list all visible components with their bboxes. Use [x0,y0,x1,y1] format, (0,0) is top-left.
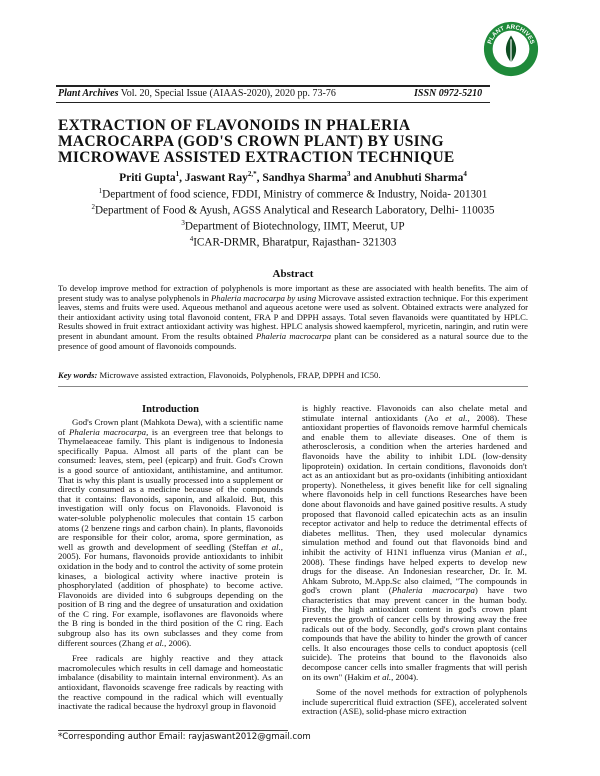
keywords: Key words: Microwave assisted extraction, Flavonoids, Polyphenols, FRAP, DPPH and IC50. [58,370,381,380]
footnote-rule [58,730,288,731]
abstract-body: To develop improve method for extraction of polyphenols is more important as these are associated with health benefits. The aim of present study was to analyse polyphenols in Phaleria macrocarpa by using Microvave assisted extraction technique. For this experiment leaves, stems and fruits were used. Aqueous methanol and aqueous acetone were used as solvent. Obtained extracts were analyzed for their antioxidant activity using total flavonoid content, FRA P and DPPH assays. Total seven flavanoids were quantitated by HPLC. Results showed in fruit extract antioxidant activity was highest. HPLC analysis showed kaempferol, myricetin, naringin, and rutin were present in abundant amount. From the results obtained Phaleria macrocarpa plant can be considered as a natural source due to the presence of good amount of flavonoids compounds. [58,283,528,351]
author: Sandhya Sharma$^3$ and [262,170,375,184]
paragraph: Free radicals are highly reactive and they attack macromolecules which results in cell damage and homeostatic imbalance (disability to maintain internal environment). As an antioxidant, flavonoids scavenge free radicals by reacting with the reactive compound in the radical which will eventually inactivate the radical because the hydroxyl group in flavonoid [58,653,283,712]
journal-name: Plant Archives [58,88,119,99]
body-column-right [302,404,527,723]
issue-info: Vol. 20, Special Issue (AIAAS-2020), 2020 pp. 73-76 [120,88,336,99]
affiliation: $^1$Department of food science, FDDI, Ministry of commerce & Industry, Noida- 201301 [98,187,488,201]
header-rule-bottom [56,102,490,103]
affiliation: $^4$ICAR-DRMR, Bharatpur, Rajasthan- 321303 [189,235,397,249]
paragraph: is highly reactive. Flavonoids can also chelate metal and stimulate internal antioxidants (Ao et al., 2008). These antioxidant properties of flavonoids remove harmful chemicals and enable them to alleviate diseases. One of them is atherosclerosis, a condition when the arteries hardened and flavonoids have the ability to inhibit LDL (low-density lipoprotein) oxidation. In certain conditions, flavonoids don't act as an antioxidant but as pro-oxidants (inhibiting antioxidant property). Nonetheless, it gives benefit like for cell signaling where flavonoids help in cell functions Researches have been done about flavonoids and have gained positive results. A study proposed that flavonoid called epicatechin acts as an insulin receptor activator and help to reduce the detrimental effects of diabetes mellitus. Then, they used molecular dynamics simulation method and found out that flavonoids bind and inhibit the activity of H1N1 influenza virus (Manian et al., 2008). These findings have helped experts to develop new drugs for the disease. An Indonesian researcher, Dr. Ir. M. Ahkam Subroto, M.App.Sc also claimed, "The compounds in god's crown plant (Phaleria macrocarpa) have two characteristics that may prevent cancer in the human body. Firstly, the high antioxidant content in god's crown plant prevents the growth of cancer cells by throwing away the free radicals out of the body. Secondly, god's crown plant contains compounds that have the ability to hinder the growth of cancer cells. It also encourages those cells to conduct apoptosis (cell suicide). The proteins that bound to the flavonoids also decompose cancer cells into smaller fragments that will perish on its own" (Hakim et al., 2004). [302,403,528,682]
affiliation: $^2$Department of Food & Ayush, AGSS Analytical and Research Laboratory, Delhi- 110035 [91,203,495,217]
author: Anubhuti Sharma$^4$ [374,170,467,184]
section-divider [58,386,528,387]
affiliation: $^3$Department of Biotechnology, IIMT, Meerut, UP [181,219,405,233]
issn: ISSN 0972-5210 [414,88,483,99]
paragraph: God's Crown plant (Mahkota Dewa), with a scientific name of Phaleria macrocarpa, is an evergreen tree that belongs to Thymelaeaceae family. This plant is indigenous to Indonesia specifically Papua. Almost all parts of the plant can be consumed: leaves, stem, peel (epicarp) and fruit. God's Crown is a good source of antioxidant, antihistamine, and antitumor. That is why this plant is usually processed into a supplement or directly consumed as a medicine because of the compounds that it contains: flavonoids, saponin, and alkaloid. But, this investigation will only focus on Flavonoids. Flavonoid is water-soluble polyphenolic molecules that contain 15 carbon atoms (2 benzene rings and carbon chain). In plants, flavonoids are responsible for their color, aroma, spore germination, as well as growth and development of seedling (Steffan et al., 2005). For humans, flavonoids provide antioxidants to inhibit oxidation in the body and to control the activity of some protein kinases, a biological activity where inactive protein is phosphorylated (addition of phosphate) to become active. Flavonoids are divided into 6 subgroups depending on the position of B ring and the degree of unsaturation and oxidation of the C ring. For example, isoflavones are flavonoids where the B ring is bonded in the third position of the C ring. Each subgroup also has its own subclasses and they come from different sources (Zhang et al., 2006). [58,417,284,648]
paragraph: Some of the novel methods for extraction of polyphenols include supercritical fluid extraction (SFE), accelerated solvent extraction (ASE), solid-phase micro extraction [302,687,527,717]
author: Priti Gupta$^1$, [119,170,185,184]
author: Jaswant Ray$^{2,*}$, [184,170,263,184]
author-list [58,170,528,184]
journal-logo-icon [482,20,540,78]
journal-info [58,88,336,99]
logo-text: PLANT ARCHIVES [486,23,536,46]
body-column-left [58,418,283,718]
introduction-heading: Introduction [142,404,199,415]
abstract-heading: Abstract [272,268,314,280]
header-rule-top [56,85,490,87]
corresponding-author-footnote: *Corresponding author Email: rayjaswant2012@gmail.com [58,732,311,742]
paper-title: EXTRACTION OF FLAVONOIDS IN PHALERIA MACROCARPA (GOD'S CROWN PLANT) BY USING MICROWAVE ASSISTED EXTRACTION TECHNIQUE [58,117,455,166]
